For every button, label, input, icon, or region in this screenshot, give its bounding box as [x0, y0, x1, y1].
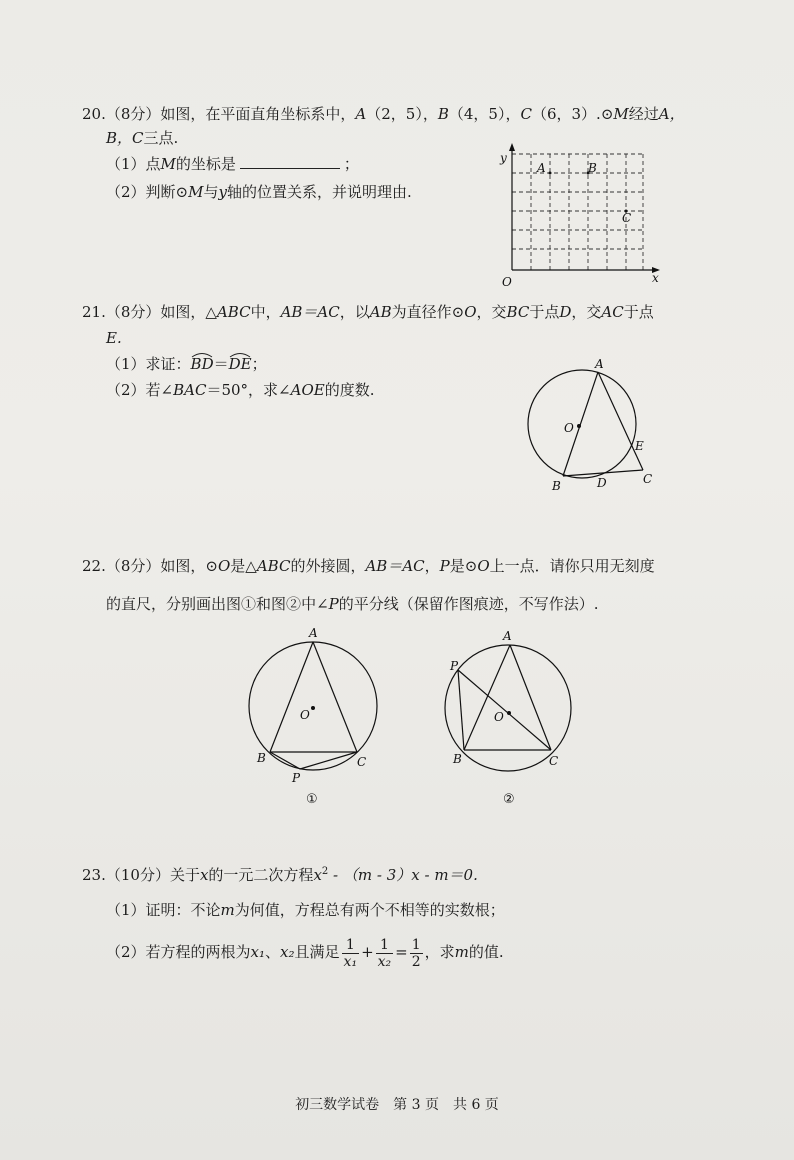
q21-mid1: 中， [250, 303, 281, 321]
q21-sub2-pre: （2）若∠ [106, 381, 174, 399]
q21-arc-de-text: DE [228, 355, 252, 373]
q23-mid1: 的一元二次方程 [208, 866, 314, 884]
q23-head: 23.（10分）关于 [82, 866, 200, 884]
q21-d: D [559, 303, 572, 321]
q23-eq-x: x [313, 866, 322, 884]
q22-n1: ① [241, 595, 257, 613]
q22-head: 22.（8分）如图，⊙ [82, 557, 218, 575]
q22-f1-caption: ① [306, 792, 318, 807]
q23-sub1 [106, 900, 505, 920]
q23-sub2-m: m [454, 943, 469, 961]
q22-f1-c: C [357, 755, 367, 769]
q21-bc: BC [506, 303, 530, 321]
q21-sub1-pre: （1）求证： [106, 355, 191, 373]
q22-f1-o: O [300, 708, 310, 722]
q22-f2-circle [445, 645, 571, 771]
q22-figure-1 [249, 626, 377, 807]
q20-head: 20.（8分）如图，在平面直角坐标系中， [82, 105, 356, 123]
q21-mid3: 为直径作⊙ [391, 303, 465, 321]
q22-l2-pre: 的直尺，分别画出图 [106, 595, 242, 613]
q23-eq-rest: - （m - 3）x - m＝0. [328, 866, 478, 884]
q20-l1-a: A， [658, 105, 685, 123]
q23-x2: x₂ [280, 943, 295, 961]
q20-sub1-m: M [160, 155, 176, 173]
q20-l2-c: C [132, 129, 144, 147]
q23-sub2-end: 的值. [468, 943, 504, 961]
q23-f3-den: 2 [411, 953, 421, 970]
q20-coord-b: （4，5）， [448, 105, 521, 123]
q21-sub2-end: 的度数. [324, 381, 375, 399]
q22-p2: P [328, 595, 339, 613]
q22-f2-a: A [503, 629, 512, 643]
q20-coord-a: （2，5）， [366, 105, 438, 123]
q23-x1: x₁ [250, 943, 266, 961]
q22-figure-2 [445, 629, 571, 807]
q22-l2-end: 的平分线（保留作图痕迹，不写作法）. [338, 595, 599, 613]
q21-fig-b: B [552, 479, 561, 493]
q22-f1-seg-bp [270, 752, 300, 769]
q21-ab: AB [369, 303, 392, 321]
q23-sup: 2 [321, 866, 329, 877]
q22-f2-seg-ac [510, 645, 551, 750]
q22-mid2: 的外接圆， [290, 557, 366, 575]
q22-p: P [439, 557, 450, 575]
q21-eq: AB＝AC [280, 303, 340, 321]
q22-f2-center-dot [507, 711, 511, 715]
q20-point-b: B [437, 105, 449, 123]
q20-fig-x: x [652, 271, 659, 285]
q22-f2-p: P [450, 659, 459, 673]
q21-bac: BAC [173, 381, 207, 399]
q23-f2-den: x₂ [377, 953, 392, 970]
q22-f1-p: P [292, 771, 301, 785]
q22-f2-c: C [549, 754, 559, 768]
q20-sub1-post: 的坐标是 [175, 155, 236, 173]
q20-coord-c: （6，3）. [531, 105, 601, 123]
q22-mid4: 是⊙ [449, 557, 478, 575]
q23-f1-num: 1 [342, 937, 360, 954]
q23-sub2-tail: ，求 [424, 943, 455, 961]
q22-o: O [217, 557, 231, 575]
q21-mid5: 于点 [529, 303, 560, 321]
q22-mid3: ， [424, 557, 440, 575]
q23-plus: + [361, 943, 374, 961]
q20-l2-end: 三点. [143, 129, 179, 147]
q23-sub1-post: 为何值，方程总有两个不相等的实数根； [234, 901, 505, 919]
q23-f2-num: 1 [376, 937, 394, 954]
q21-fig-o: O [564, 421, 574, 435]
q22-f1-b: B [257, 751, 266, 765]
q22-f1-seg-ac [313, 642, 357, 752]
q20-point-c: C [520, 105, 532, 123]
q23-sub1-pre: （1）证明：不论 [106, 901, 221, 919]
q22-n2: ② [286, 595, 302, 613]
q20-l2-b: B， [106, 129, 133, 147]
q20-fig-b: B [588, 161, 597, 175]
q20-point-a: A [355, 105, 367, 123]
q21-fig-d: D [597, 476, 607, 490]
q20-sub2-post: 轴的位置关系，并说明理由. [226, 183, 412, 201]
q22-f2-seg-pb [458, 670, 464, 750]
q21-fig-c: C [643, 472, 653, 486]
q22-f1-seg-pc [300, 752, 357, 769]
q22-tail: 上一点．请你只用无刻度 [489, 557, 655, 575]
q22-mid1: 是△ [230, 557, 257, 575]
q21-aoe: AOE [290, 381, 325, 399]
q23-sub2-mid: 且满足 [294, 943, 340, 961]
q21-ac: AC [601, 303, 624, 321]
q23-sub2 [106, 932, 504, 972]
page-footer: 初三数学试卷 第 3 页 共 6 页 [295, 1097, 499, 1113]
q22-f2-caption: ② [503, 792, 515, 807]
q20-sub1-end: ； [343, 155, 359, 173]
q21-mid4: ，交 [476, 303, 507, 321]
q23-f3-num: 1 [411, 936, 421, 953]
q21-e: E. [106, 329, 122, 347]
q20-fig-c: C [622, 211, 632, 225]
q22-f2-seg-ab [464, 645, 510, 750]
q23-sub1-m: m [220, 901, 235, 919]
q21-sub2-mid: ＝50°，求∠ [206, 381, 291, 399]
q20-fig-a: A [537, 161, 546, 175]
q21-arc-bd-text: BD [190, 355, 214, 373]
q23-eqs: = [395, 943, 408, 961]
q20-m: M [613, 105, 629, 123]
q23-line1 [82, 862, 478, 885]
q22-l2-mid: 和图 [256, 595, 287, 613]
q21-arc-eq: ＝ [213, 355, 229, 373]
q22-abc: ABC [256, 557, 291, 575]
q23-f1-den: x₁ [343, 953, 358, 970]
q23-frac-2 [376, 937, 394, 970]
q22-f2-seg-pc [458, 670, 551, 750]
q22-f1-seg-ab [270, 642, 313, 752]
q22-o2: O [477, 557, 490, 575]
q21-o: O [464, 303, 477, 321]
q20-circle-symbol: ⊙ [600, 105, 614, 123]
q23-sub2-pre: （2）若方程的两根为 [106, 943, 251, 961]
q22-l2-mid2: 中∠ [301, 595, 329, 613]
q20-fig-o: O [502, 275, 512, 289]
q20-sub1-pre: （1）点 [106, 155, 161, 173]
q23-frac-3 [410, 937, 423, 970]
q22-f2-b: B [453, 752, 462, 766]
q20-sub2-pre: （2）判断 [106, 183, 176, 201]
q22-eq: AB＝AC [365, 557, 425, 575]
q20-sub2-m: ⊙M [175, 183, 204, 201]
q20-tail: 经过 [628, 105, 659, 123]
q23-frac-1 [342, 937, 360, 970]
q23-x: x [199, 866, 209, 884]
q21-fig-e: E [635, 439, 644, 453]
q21-fig-a: A [595, 357, 604, 371]
q21-abc: ABC [216, 303, 251, 321]
q21-mid2: ，以 [339, 303, 370, 321]
q22-f2-o: O [494, 710, 504, 724]
q23-sep: 、 [265, 943, 281, 961]
q22-f1-a: A [309, 626, 318, 640]
q20-sub2-mid: 与 [203, 183, 219, 201]
q21-sub1-end: ； [251, 355, 267, 373]
q21-mid7: 于点 [623, 303, 654, 321]
q22-f1-center-dot [311, 706, 315, 710]
q21-mid6: ，交 [571, 303, 602, 321]
q20-sub2-y: y [218, 183, 227, 201]
q20-fig-y: y [500, 151, 507, 165]
q21-head: 21.（8分）如图，△ [82, 303, 217, 321]
